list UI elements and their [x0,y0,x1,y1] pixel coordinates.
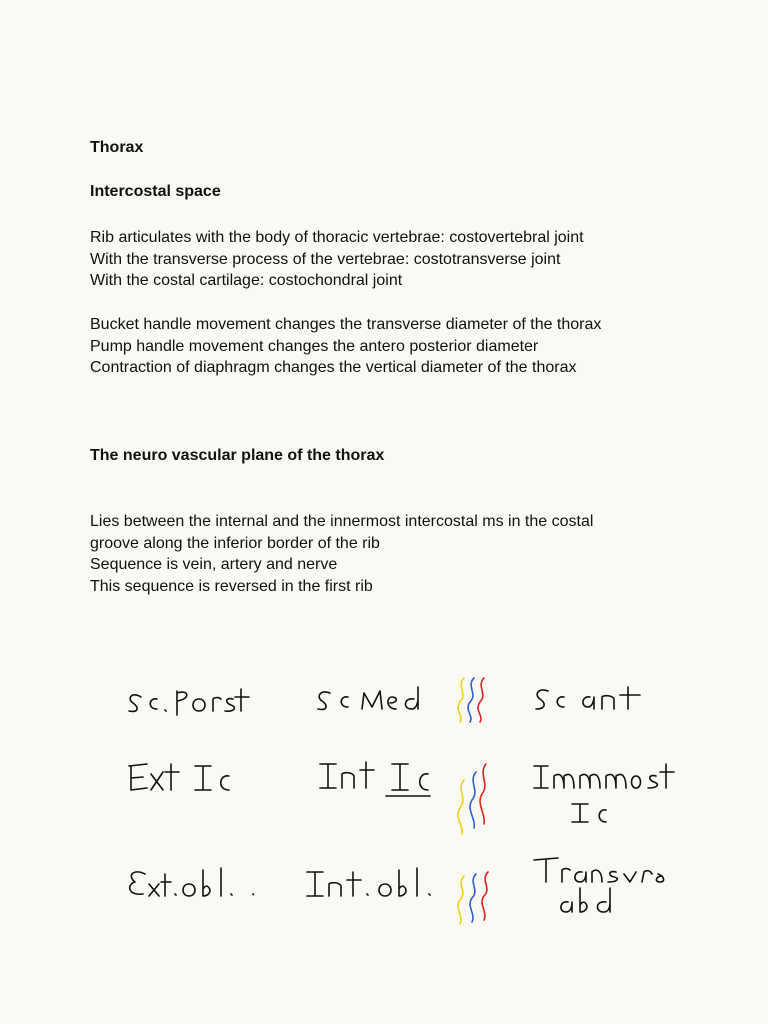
handwriting-ext-obl [125,866,265,906]
document-title: Thorax [90,139,144,156]
vessel-nerve [478,678,484,722]
section1-line-4: Bucket handle movement changes the transverse diameter of the thorax [90,316,602,333]
section2-heading: The neuro vascular plane of the thorax [90,447,385,464]
section2-line-3: Sequence is vein, artery and nerve [90,556,338,573]
vessel-nerve [480,764,486,824]
vessel-group-row2 [452,762,494,836]
handwriting-sc-ant [532,685,647,725]
section1-line-2: With the transverse process of the vertebrae: costotransverse joint [90,250,561,268]
vessel-vein [458,780,464,834]
handwriting-sc-med [314,685,429,725]
section1-line-6: Contraction of diaphragm changes the vertical diameter of the thorax [90,359,577,376]
vessel-artery [470,772,476,828]
vessel-vein [458,678,464,722]
section1-line-1: Rib articulates with the body of thoracic vertebrae: costovertebral joint [90,229,584,246]
handwriting-int-ic [318,758,438,802]
vessel-artery [468,678,474,722]
section1-line-3: With the costal cartilage: costochondral joint [90,272,403,289]
section2-line-2: groove along the inferior border of the rib [90,534,380,552]
handwriting-int-obl [305,866,440,906]
vessel-group-row3 [452,870,498,926]
section1-heading: Intercostal space [90,183,221,200]
vessel-vein [458,876,464,924]
handwriting-ext-ic [125,760,235,800]
handwriting-transversus-abd [532,852,672,922]
section2-line-4: This sequence is reversed in the first rib [90,577,373,595]
handwriting-innermost-ic [532,760,677,825]
handwriting-sc-post [125,685,250,725]
vessel-nerve [482,872,488,920]
section2-line-1: Lies between the internal and the innermost intercostal ms in the costal [90,513,594,530]
vessel-artery [470,874,476,922]
section1-line-5: Pump handle movement changes the antero posterior diameter [90,337,539,355]
vessel-group-row1 [452,674,494,724]
